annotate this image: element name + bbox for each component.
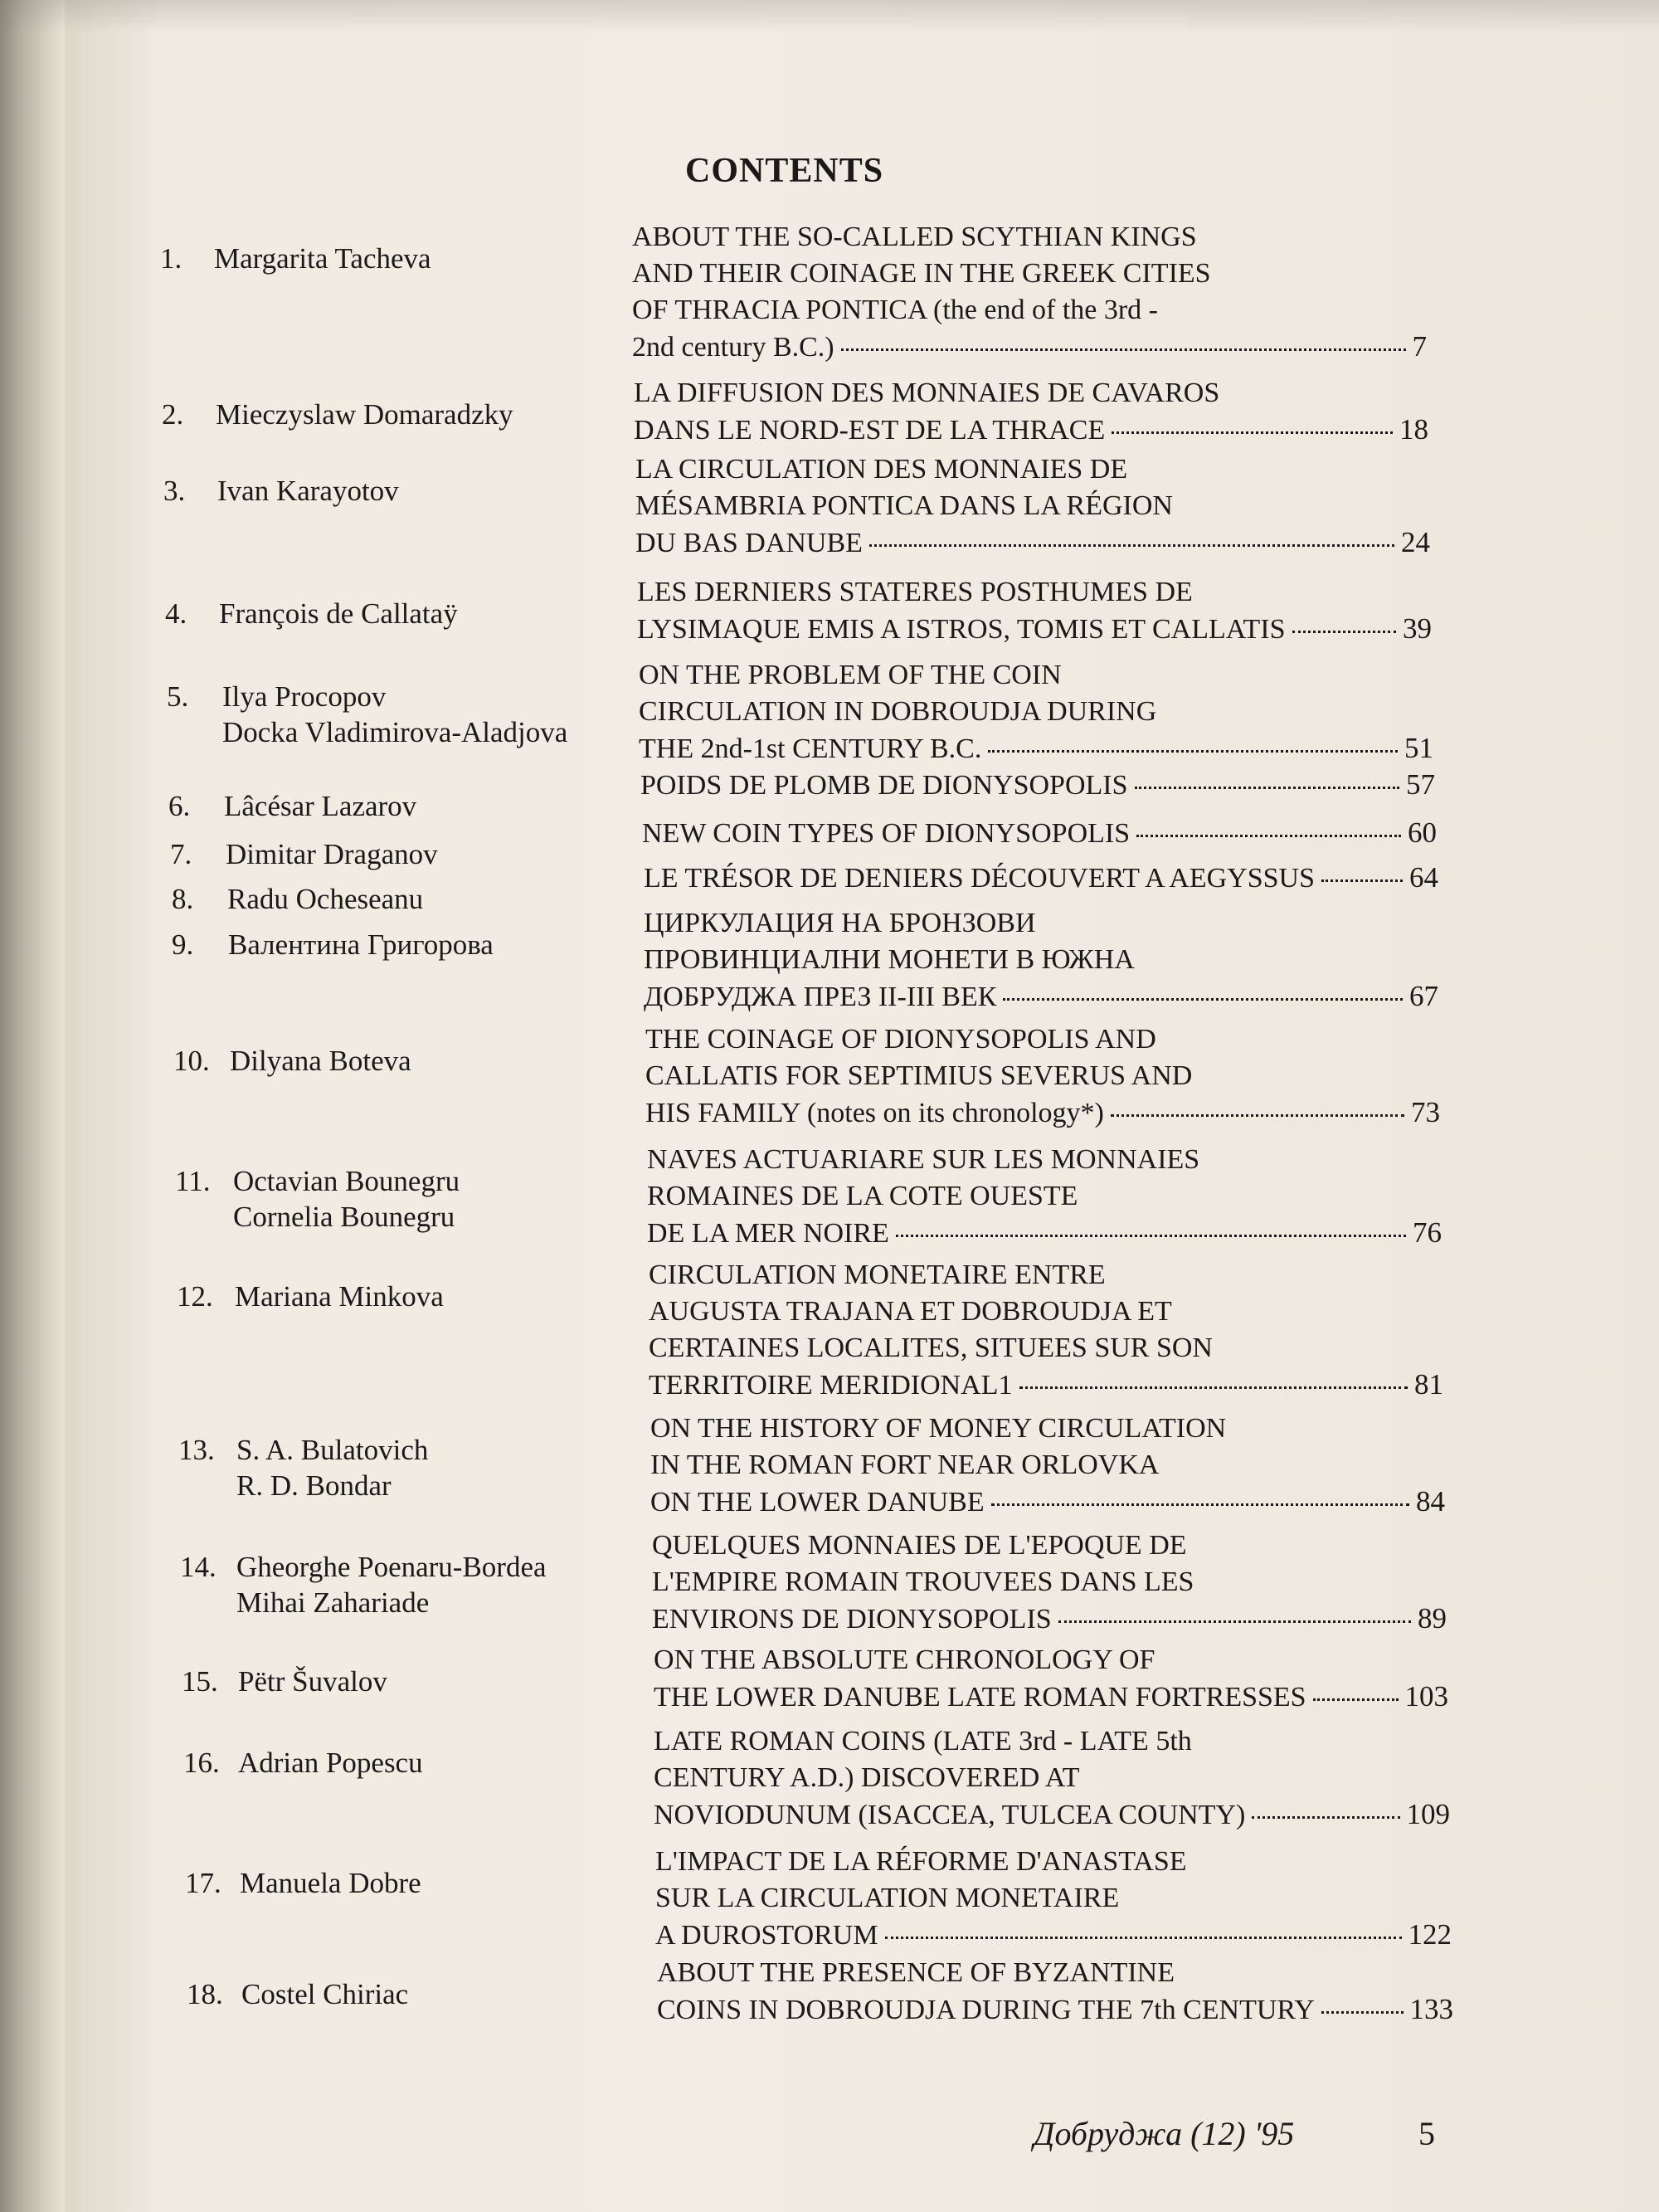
dot-leader	[1058, 1620, 1411, 1623]
entry-page-number: 57	[1406, 768, 1435, 801]
dot-leader	[1112, 431, 1393, 434]
title-line: CIRCULATION MONETAIRE ENTRE	[649, 1259, 1106, 1290]
dot-leader	[896, 1235, 1406, 1237]
author-name: Lâcésar Lazarov	[224, 790, 417, 822]
title-line: MÉSAMBRIA PONTICA DANS LA RÉGION	[635, 490, 1173, 521]
entry-authors	[219, 596, 458, 631]
page-title: CONTENTS	[685, 152, 884, 190]
entry-page-number: 103	[1404, 1680, 1448, 1713]
author-name: Manuela Dobre	[240, 1867, 421, 1899]
entry-authors	[238, 1745, 423, 1781]
entry-title	[635, 451, 1430, 562]
entry-number: 9.	[172, 928, 194, 961]
author-name: Octavian Bounegru	[233, 1165, 460, 1197]
dot-leader	[988, 750, 1398, 753]
entry-number: 15.	[182, 1665, 218, 1698]
entry-authors	[224, 788, 416, 824]
author-name: Ivan Karayotov	[217, 475, 399, 507]
title-line: CERTAINES LOCALITES, SITUEES SUR SON	[649, 1333, 1213, 1363]
entry-page-number: 122	[1408, 1918, 1452, 1951]
title-line: AND THEIR COINAGE IN THE GREEK CITIES	[632, 258, 1211, 289]
title-last-line	[654, 1796, 1450, 1834]
title-line: L'IMPACT DE LA RÉFORME D'ANASTASE	[655, 1846, 1187, 1877]
entry-title	[637, 574, 1432, 648]
title-last-line	[644, 860, 1438, 897]
author-name: Costel Chiriac	[241, 1978, 409, 2010]
dot-leader	[1252, 1816, 1399, 1819]
entry-authors	[235, 1279, 444, 1314]
entry-page-number: 18	[1399, 413, 1428, 446]
title-last-line	[655, 1917, 1452, 1954]
title-line: ABOUT THE PRESENCE OF BYZANTINE	[657, 1957, 1175, 1988]
top-shadow	[0, 0, 1659, 33]
entry-number: 5.	[167, 680, 189, 713]
book-spine	[0, 0, 65, 2212]
title-line: ABOUT THE SO-CALLED SCYTHIAN KINGS	[632, 222, 1197, 252]
title-line: LA DIFFUSION DES MONNAIES DE CAVAROS	[634, 378, 1220, 408]
entry-title	[639, 657, 1433, 767]
entry-authors	[236, 1549, 547, 1620]
title-last-line	[647, 1215, 1442, 1252]
title-last-line	[649, 1367, 1443, 1404]
entry-number: 16.	[183, 1747, 220, 1779]
entry-title	[644, 860, 1438, 897]
entry-number: 2.	[162, 398, 184, 431]
author-name: Mieczyslaw Domaradzky	[216, 398, 513, 431]
entry-number: 11.	[175, 1165, 211, 1197]
journal-footer: Добруджа (12) '95	[1034, 2115, 1295, 2152]
title-line: QUELQUES MONNAIES DE L'EPOQUE DE	[652, 1530, 1187, 1561]
entry-number: 6.	[168, 790, 191, 822]
dot-leader	[991, 1503, 1409, 1506]
title-last-line	[639, 730, 1433, 767]
title-line: ON THE LOWER DANUBE	[650, 1487, 985, 1518]
entry-page-number: 76	[1413, 1216, 1442, 1249]
title-line: CENTURY A.D.) DISCOVERED AT	[654, 1762, 1080, 1793]
entry-number: 12.	[177, 1280, 213, 1313]
title-line: CIRCULATION IN DOBROUDJA DURING	[639, 696, 1157, 727]
entry-authors	[238, 1664, 387, 1699]
entry-authors	[214, 241, 431, 276]
author-name: Dilyana Boteva	[230, 1045, 411, 1077]
dot-leader	[1321, 879, 1403, 882]
title-last-line	[634, 412, 1428, 449]
title-line: LATE ROMAN COINS (LATE 3rd - LATE 5th	[654, 1726, 1192, 1756]
title-line: POIDS DE PLOMB DE DIONYSOPOLIS	[640, 770, 1128, 801]
title-line: ON THE HISTORY OF MONEY CIRCULATION	[650, 1413, 1227, 1444]
entry-title	[645, 1021, 1440, 1132]
title-line: ПРОВИНЦИАЛНИ МОНЕТИ В ЮЖНА	[644, 944, 1135, 975]
title-line: CALLATIS FOR SEPTIMIUS SEVERUS AND	[645, 1060, 1193, 1091]
title-last-line	[652, 1601, 1447, 1638]
entry-authors	[236, 1432, 428, 1503]
author-name: Cornelia Bounegru	[233, 1201, 455, 1233]
title-last-line	[644, 978, 1438, 1016]
title-last-line	[645, 1094, 1440, 1132]
entry-number: 17.	[185, 1867, 221, 1899]
entry-title	[632, 219, 1427, 366]
entry-title	[654, 1642, 1448, 1716]
entry-title	[655, 1844, 1452, 1954]
entry-authors	[230, 1043, 411, 1079]
entry-page-number: 67	[1409, 980, 1438, 1012]
author-name: Docka Vladimirova-Aladjova	[222, 716, 568, 748]
title-line: THE 2nd-1st CENTURY B.C.	[639, 733, 982, 764]
page-number: 5	[1418, 2115, 1435, 2152]
dot-leader	[1135, 787, 1400, 789]
dot-leader	[1136, 835, 1401, 837]
entry-page-number: 51	[1404, 732, 1433, 764]
dot-leader	[1292, 631, 1396, 633]
author-name: R. D. Bondar	[236, 1469, 392, 1502]
title-last-line	[635, 524, 1430, 562]
title-line: 2nd century B.C.)	[632, 332, 834, 363]
entry-page-number: 24	[1401, 526, 1430, 558]
entry-title	[657, 1955, 1453, 2029]
author-name: Mihai Zahariade	[236, 1586, 430, 1619]
entry-number: 1.	[160, 242, 182, 275]
author-name: Dimitar Draganov	[226, 838, 438, 870]
dot-leader	[869, 544, 1394, 547]
author-name: Margarita Tacheva	[214, 242, 431, 275]
title-last-line	[632, 329, 1427, 366]
entry-page-number: 73	[1411, 1096, 1440, 1128]
entry-authors	[241, 1976, 408, 2012]
title-line: ENVIRONS DE DIONYSOPOLIS	[652, 1604, 1052, 1635]
title-line: THE LOWER DANUBE LATE ROMAN FORTRESSES	[654, 1682, 1306, 1713]
entry-title	[642, 815, 1437, 852]
entry-page-number: 89	[1418, 1602, 1447, 1635]
entry-authors	[228, 927, 494, 962]
title-line: LYSIMAQUE EMIS A ISTROS, TOMIS ET CALLATIS	[637, 614, 1286, 645]
author-name: Pëtr Šuvalov	[238, 1665, 387, 1698]
entry-number: 18.	[187, 1978, 223, 2010]
title-line: LE TRÉSOR DE DENIERS DÉCOUVERT A AEGYSSUS	[644, 863, 1316, 894]
entry-authors	[222, 679, 567, 750]
entry-page-number: 60	[1408, 816, 1437, 849]
entry-authors	[240, 1865, 421, 1901]
entry-title	[644, 905, 1438, 1016]
entry-page-number: 133	[1409, 1993, 1453, 2025]
title-line: AUGUSTA TRAJANA ET DOBROUDJA ET	[649, 1296, 1172, 1327]
title-last-line	[657, 1991, 1453, 2029]
author-name: François de Callataÿ	[219, 597, 458, 630]
title-line: ЦИРКУЛАЦИЯ НА БРОНЗОВИ	[644, 908, 1036, 938]
entry-page-number: 109	[1406, 1798, 1450, 1830]
title-line: SUR LA CIRCULATION MONETAIRE	[655, 1883, 1120, 1913]
entry-number: 7.	[170, 838, 192, 870]
title-last-line	[650, 1484, 1445, 1521]
entry-authors	[216, 397, 513, 432]
title-line: L'EMPIRE ROMAIN TROUVEES DANS LES	[652, 1566, 1194, 1597]
dot-leader	[1321, 2011, 1404, 2014]
entry-authors	[217, 473, 399, 509]
title-last-line	[642, 815, 1437, 852]
entry-page-number: 84	[1416, 1485, 1445, 1518]
author-name: Валентина Григорова	[228, 928, 494, 961]
entry-number: 14.	[180, 1551, 216, 1583]
title-line: NEW COIN TYPES OF DIONYSOPOLIS	[642, 818, 1131, 849]
title-line: ДОБРУДЖА ПРЕЗ II-III ВЕК	[644, 982, 997, 1012]
dot-leader	[1019, 1386, 1408, 1389]
title-line: ON THE PROBLEM OF THE COIN	[639, 660, 1062, 690]
title-line: ROMAINES DE LA COTE OUESTE	[647, 1181, 1078, 1211]
title-line: COINS IN DOBROUDJA DURING THE 7th CENTURY	[657, 1995, 1315, 2025]
title-line: LES DERNIERS STATERES POSTHUMES DE	[637, 577, 1193, 607]
entry-title	[649, 1257, 1443, 1404]
title-line: A DUROSTORUM	[655, 1920, 878, 1951]
dot-leader	[885, 1937, 1402, 1939]
entry-authors	[233, 1163, 460, 1235]
entry-number: 3.	[163, 475, 186, 507]
author-name: Ilya Procopov	[222, 680, 387, 713]
entry-number: 10.	[173, 1045, 210, 1077]
title-line: NOVIODUNUM (ISACCEA, TULCEA COUNTY)	[654, 1800, 1246, 1830]
entry-page-number: 81	[1414, 1368, 1443, 1401]
title-line: LA CIRCULATION DES MONNAIES DE	[635, 454, 1128, 485]
entry-number: 4.	[165, 597, 187, 630]
title-line: TERRITOIRE MERIDIONAL1	[649, 1370, 1013, 1401]
entry-title	[652, 1527, 1447, 1638]
author-name: Radu Ocheseanu	[227, 883, 424, 915]
entry-authors	[227, 881, 423, 917]
title-line: DANS LE NORD-EST DE LA THRACE	[634, 415, 1106, 446]
dot-leader	[1111, 1114, 1404, 1117]
title-line: NAVES ACTUARIARE SUR LES MONNAIES	[647, 1144, 1200, 1175]
entry-title	[634, 375, 1428, 449]
entry-title	[650, 1411, 1445, 1521]
title-line: ON THE ABSOLUTE CHRONOLOGY OF	[654, 1644, 1155, 1675]
title-line: DU BAS DANUBE	[635, 528, 863, 558]
dot-leader	[1313, 1698, 1399, 1701]
entry-page-number: 39	[1403, 612, 1432, 645]
title-line: IN THE ROMAN FORT NEAR ORLOVKA	[650, 1449, 1160, 1480]
author-name: Gheorghe Poenaru-Bordea	[236, 1551, 547, 1583]
dot-leader	[841, 348, 1406, 351]
entry-title	[654, 1723, 1450, 1834]
dot-leader	[1003, 998, 1403, 1001]
title-line: DE LA MER NOIRE	[647, 1218, 889, 1249]
title-last-line	[654, 1678, 1448, 1716]
entry-authors	[226, 836, 438, 872]
entry-number: 8.	[172, 883, 194, 915]
entry-number: 13.	[178, 1434, 215, 1466]
title-line: HIS FAMILY (notes on its chronology*)	[645, 1098, 1104, 1128]
title-last-line	[637, 611, 1432, 648]
title-line: OF THRACIA PONTICA (the end of the 3rd -	[632, 295, 1158, 325]
author-name: Mariana Minkova	[235, 1280, 444, 1313]
title-line: THE COINAGE OF DIONYSOPOLIS AND	[645, 1024, 1156, 1055]
author-name: Adrian Popescu	[238, 1747, 423, 1779]
title-last-line	[640, 767, 1435, 804]
author-name: S. A. Bulatovich	[236, 1434, 429, 1466]
entry-page-number: 7	[1412, 330, 1427, 363]
entry-title	[640, 767, 1435, 804]
entry-page-number: 64	[1409, 861, 1438, 894]
entry-title	[647, 1142, 1442, 1252]
